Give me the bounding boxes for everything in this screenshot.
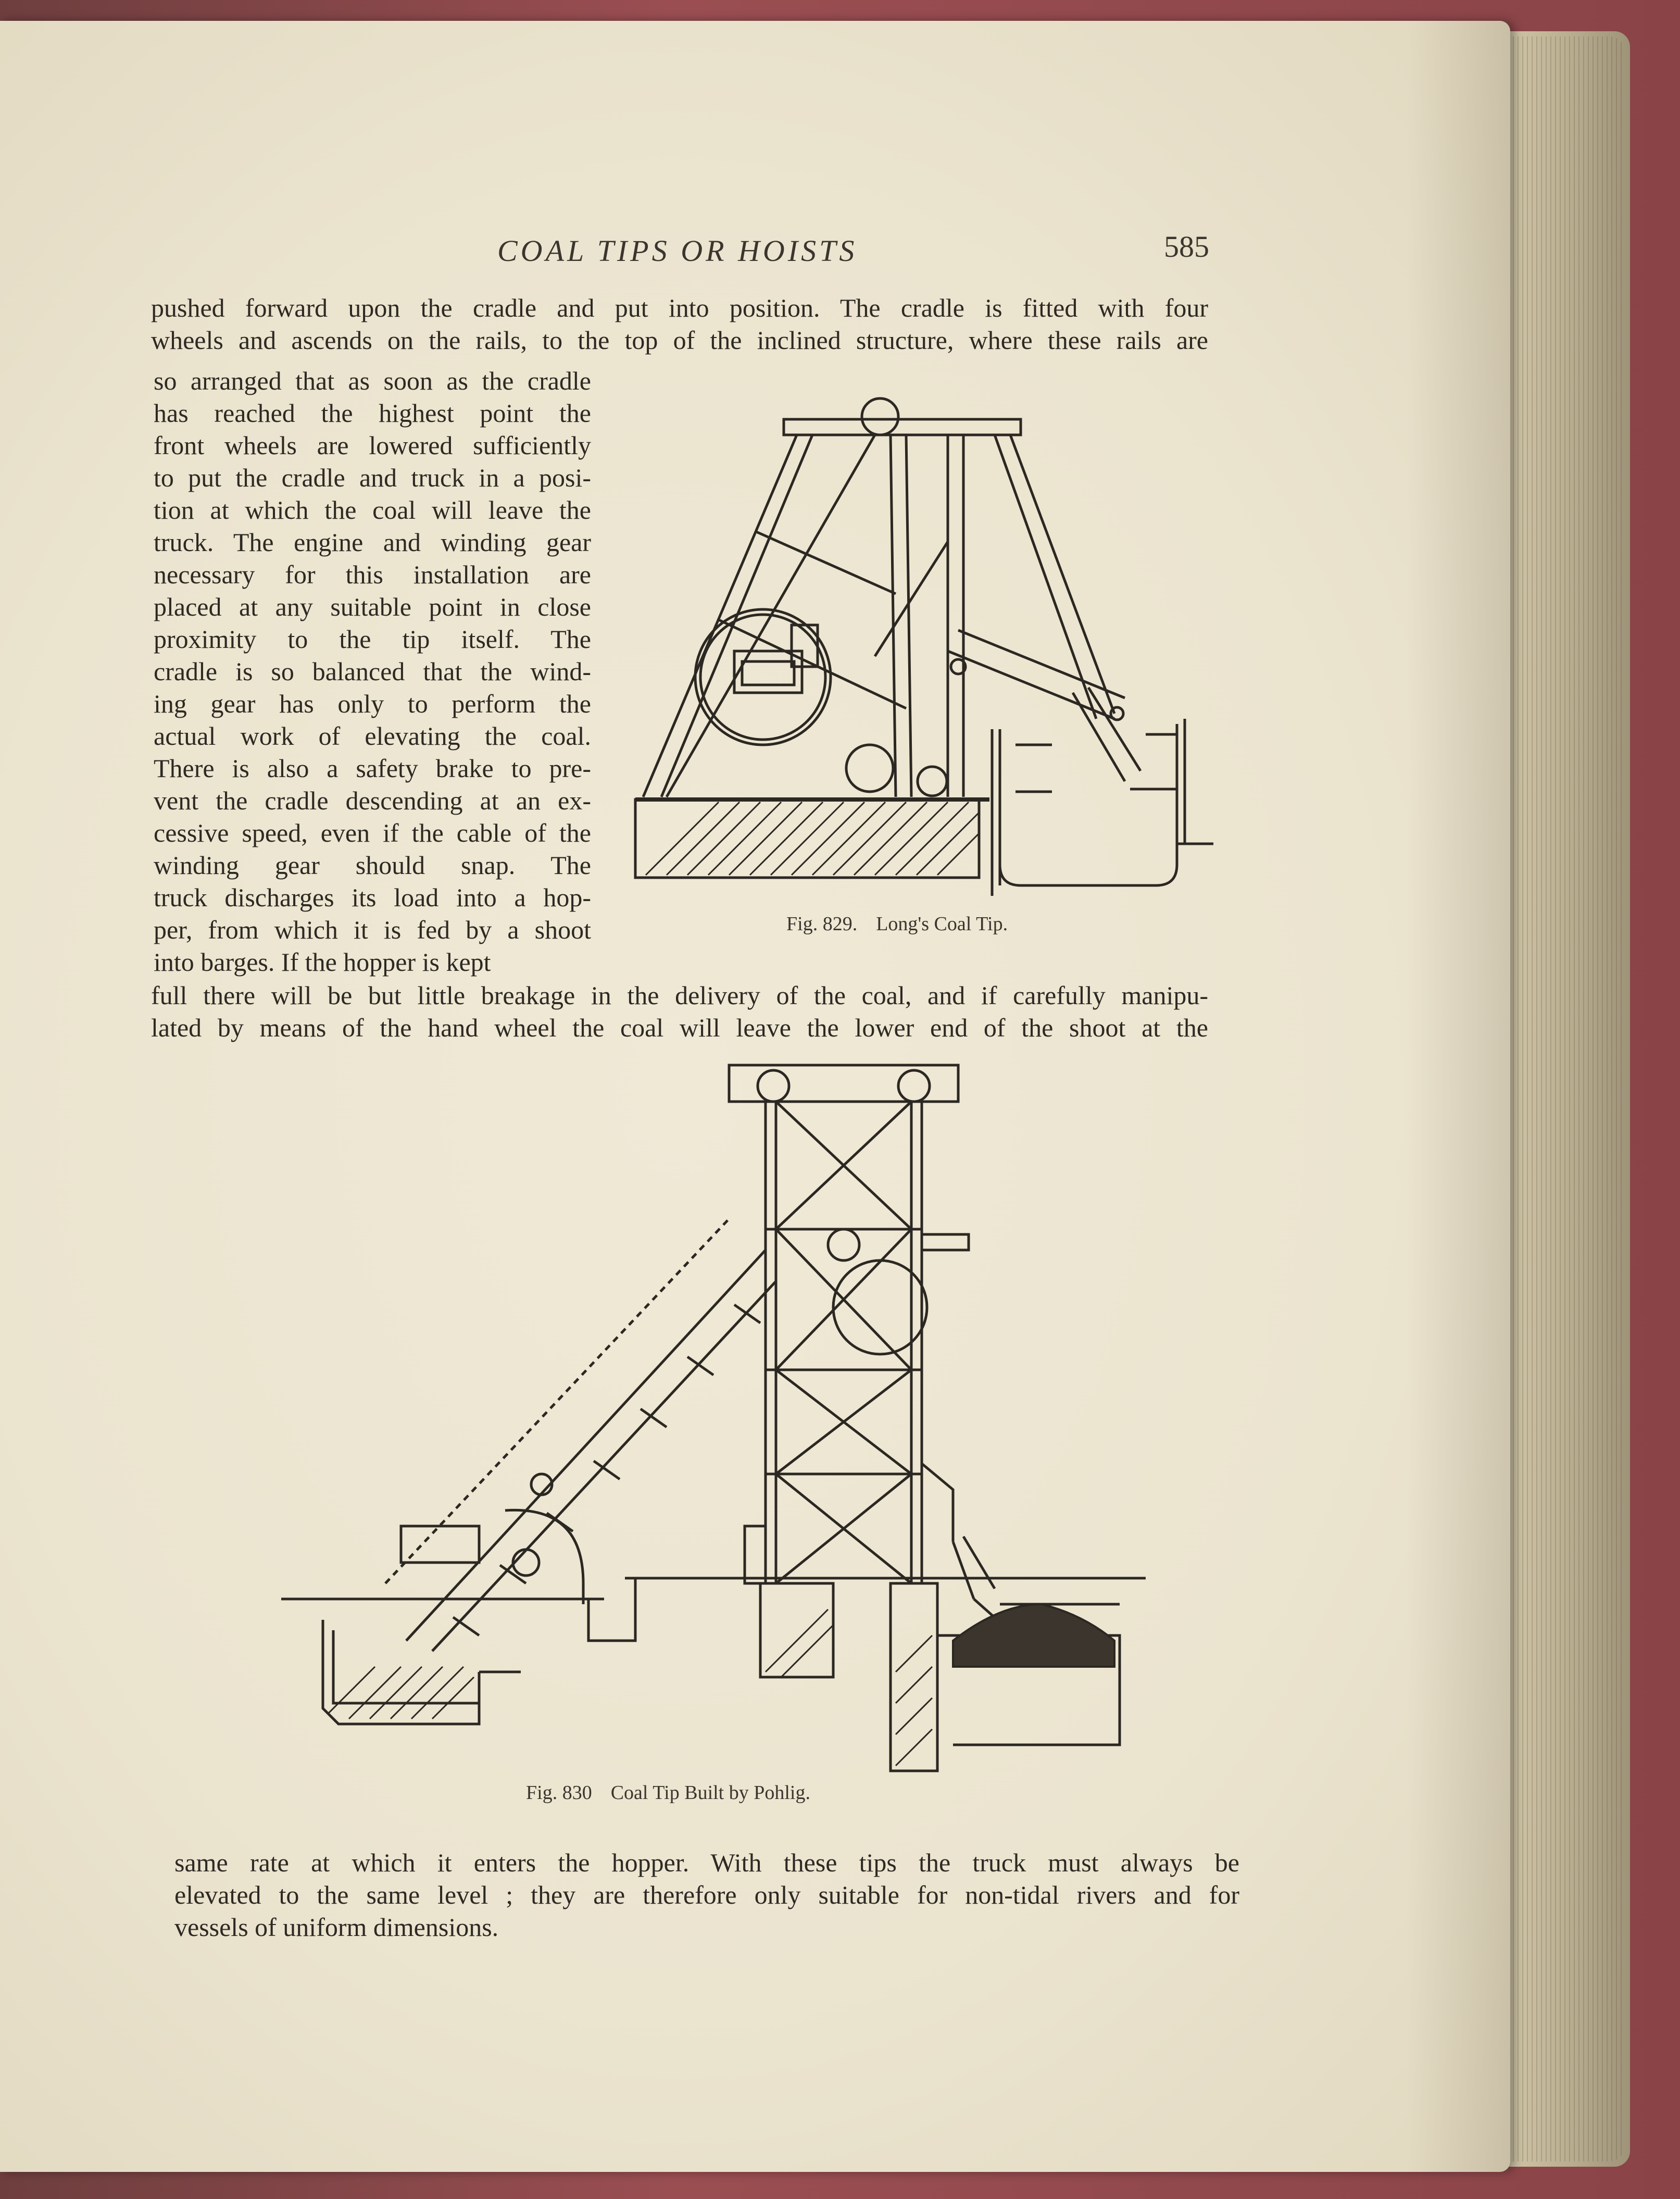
fig-830-illustration [281, 1057, 1146, 1776]
body-line: full there will be but little breakage in the delivery of the coal, and if carefully manipu- [151, 981, 1208, 1010]
fig-829-number: Fig. 829. [786, 913, 858, 935]
column-line: to put the cradle and truck in a posi- [154, 463, 591, 492]
column-line: necessary for this installation are [154, 560, 591, 589]
page-number: 585 [1164, 230, 1209, 264]
column-line: into barges. If the hopper is kept [154, 947, 491, 977]
column-line: proximity to the tip itself. The [154, 624, 591, 654]
column-line: so arranged that as soon as the cradle [154, 366, 591, 395]
fig-830-number: Fig. 830 [526, 1782, 592, 1804]
column-line: placed at any suitable point in close [154, 592, 591, 621]
page-gutter-shade [1406, 21, 1510, 2172]
fig-829-title: Long's Coal Tip. [876, 913, 1008, 935]
column-line: tion at which the coal will leave the [154, 495, 591, 524]
fig-830-title: Coal Tip Built by Pohlig. [610, 1782, 810, 1804]
running-head: COAL TIPS OR HOISTS [497, 234, 858, 268]
column-line: actual work of elevating the coal. [154, 721, 591, 751]
fig-829-illustration [625, 385, 1229, 906]
column-line: truck discharges its load into a hop- [154, 883, 591, 912]
body-line: lated by means of the hand wheel the coal will leave the lower end of the shoot at the [151, 1013, 1208, 1042]
fig-830-caption [526, 1781, 810, 1804]
column-line: front wheels are lowered sufficiently [154, 431, 591, 460]
column-line: ing gear has only to perform the [154, 689, 591, 718]
body-line: vessels of uniform dimensions. [174, 1913, 499, 1942]
column-line: vent the cradle descending at an ex- [154, 786, 591, 815]
body-line: pushed forward upon the cradle and put into position. The cradle is fitted with four [151, 293, 1208, 322]
fig-829-caption [786, 913, 1008, 935]
column-line: per, from which it is fed by a shoot [154, 915, 591, 944]
column-line: truck. The engine and winding gear [154, 528, 591, 557]
body-line: elevated to the same level ; they are therefore only suitable for non-tidal rivers and for [174, 1880, 1239, 1909]
column-line: There is also a safety brake to pre- [154, 754, 591, 783]
column-line: cradle is so balanced that the wind- [154, 657, 591, 686]
column-line: winding gear should snap. The [154, 851, 591, 880]
body-line: same rate at which it enters the hopper. With these tips the truck must always be [174, 1848, 1239, 1877]
column-line: cessive speed, even if the cable of the [154, 818, 591, 847]
column-line: has reached the highest point the [154, 398, 591, 428]
body-line: wheels and ascends on the rails, to the top of the inclined structure, where these rails are [151, 326, 1208, 355]
